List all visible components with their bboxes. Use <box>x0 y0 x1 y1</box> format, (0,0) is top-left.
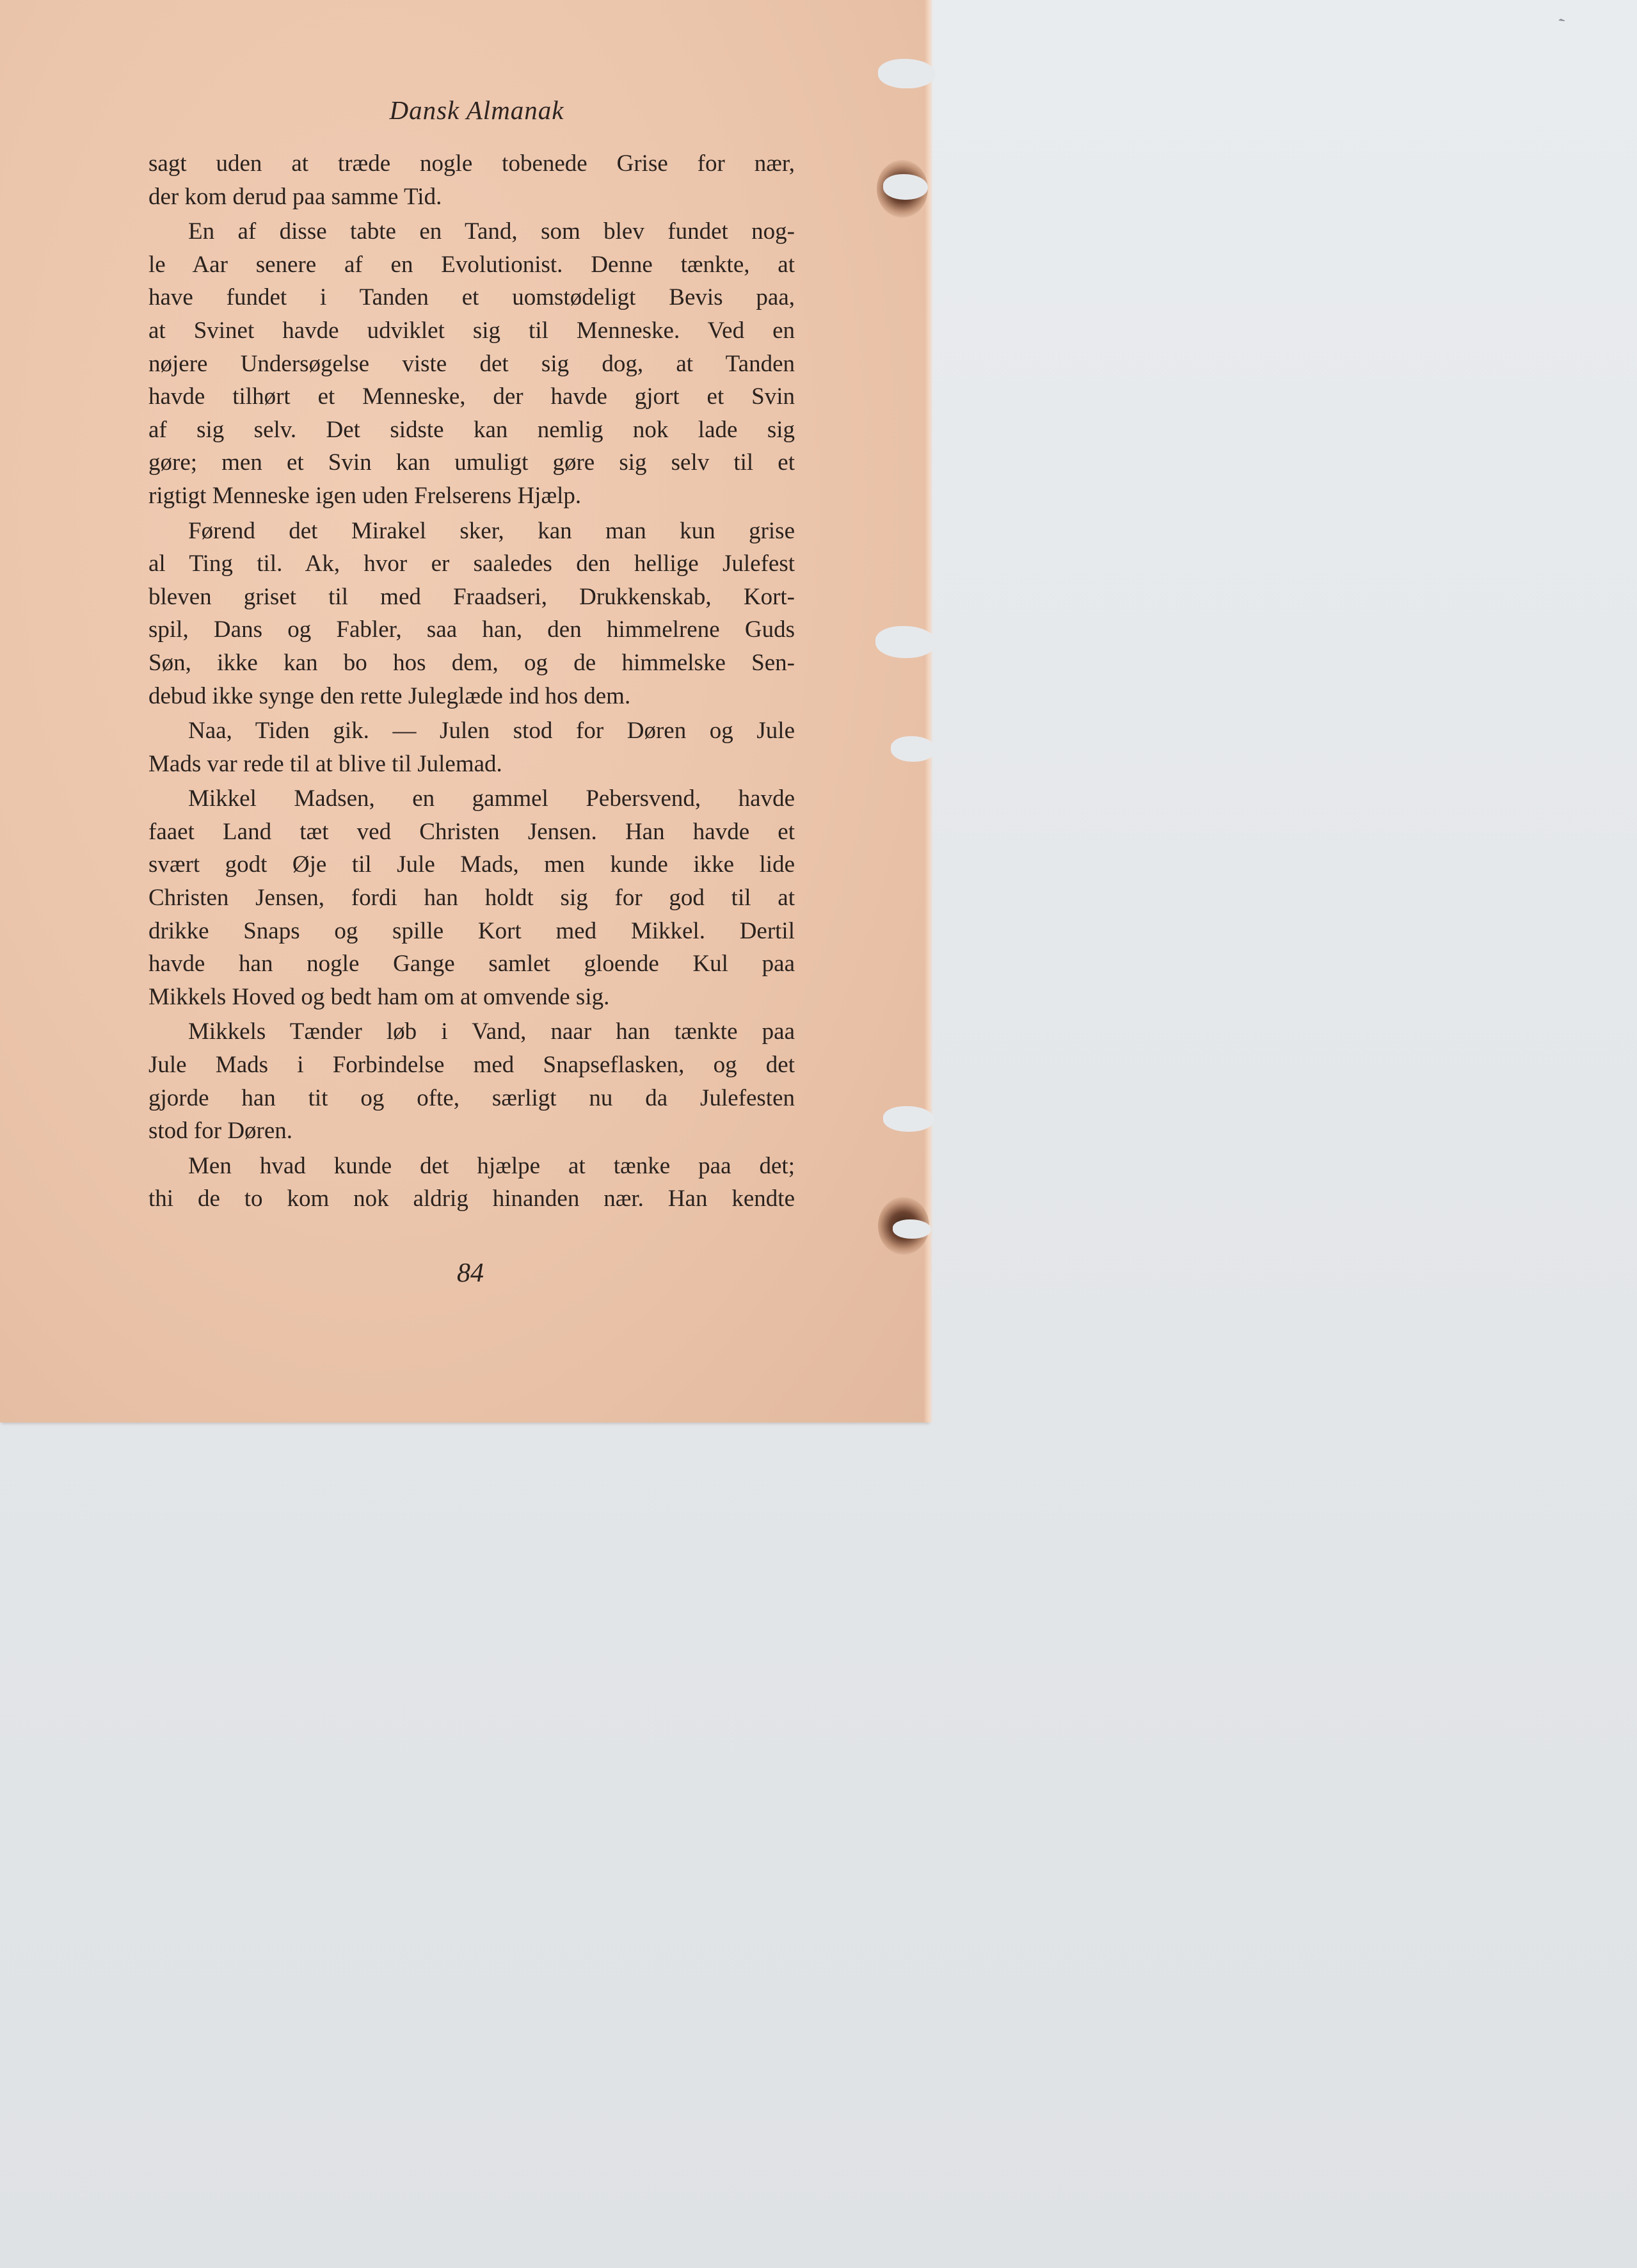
text-line: Søn, ikke kan bo hos dem, og de himmelske Sen- <box>148 649 795 676</box>
text-line: debud ikke synge den rette Juleglæde ind hos dem. <box>148 682 631 709</box>
paragraph <box>148 714 795 780</box>
text-line: En af disse tabte en Tand, som blev fundet nog- <box>188 218 795 245</box>
text-line: Jule Mads i Forbindelse med Snapseflasken, og det <box>148 1052 795 1079</box>
torn-edge-notch <box>891 736 936 762</box>
text-line: gøre; men et Svin kan umuligt gøre sig selv til et <box>148 449 795 476</box>
torn-edge-notch <box>893 1219 931 1239</box>
almanac-page <box>0 0 928 1422</box>
text-line: spil, Dans og Fabler, saa han, den himmelrene Guds <box>148 616 795 643</box>
page-number: 84 <box>457 1259 484 1288</box>
torn-edge-notch <box>875 626 936 658</box>
text-line: Mikkels Tænder løb i Vand, naar han tænkte paa <box>188 1018 795 1045</box>
paragraph <box>148 1150 795 1216</box>
page-right-edge <box>924 0 933 1422</box>
text-line: af sig selv. Det sidste kan nemlig nok lade sig <box>148 416 795 443</box>
text-line: havde han nogle Gange samlet gloende Kul paa <box>148 951 795 977</box>
text-line: rigtigt Menneske igen uden Frelserens Hjælp. <box>148 482 582 509</box>
text-line: gjorde han tit og ofte, særligt nu da Julefesten <box>148 1084 795 1111</box>
text-line: Christen Jensen, fordi han holdt sig for god til at <box>148 885 795 912</box>
torn-edge-notch <box>878 59 936 88</box>
running-head: Dansk Almanak <box>389 95 564 125</box>
text-line: drikke Snaps og spille Kort med Mikkel. Dertil <box>148 917 795 944</box>
text-line: Naa, Tiden gik. — Julen stod for Døren og Jule <box>188 718 795 744</box>
text-line: havde tilhørt et Menneske, der havde gjort et Svin <box>148 383 795 410</box>
paragraph <box>148 147 795 213</box>
paragraph <box>148 215 795 512</box>
paragraph <box>148 1015 795 1147</box>
text-line: at Svinet havde udviklet sig til Menneske. Ved en <box>148 317 795 344</box>
text-line: al Ting til. Ak, hvor er saaledes den hellige Julefest <box>148 551 795 577</box>
text-line: sagt uden at træde nogle tobenede Grise for nær, <box>148 150 795 177</box>
text-line: faaet Land tæt ved Christen Jensen. Han havde et <box>148 818 795 845</box>
text-line: have fundet i Tanden et uomstødeligt Bevis paa, <box>148 284 795 311</box>
text-line: Mikkels Hoved og bedt ham om at omvende sig. <box>148 983 610 1010</box>
text-line: Mads var rede til at blive til Julemad. <box>148 750 502 777</box>
paragraph <box>148 782 795 1013</box>
scanner-dust-mark: ˋ <box>1554 12 1577 42</box>
text-line: svært godt Øje til Jule Mads, men kunde ikke lide <box>148 851 795 878</box>
body-text <box>148 147 795 1216</box>
text-line: Men hvad kunde det hjælpe at tænke paa det; <box>188 1152 795 1179</box>
text-line: thi de to kom nok aldrig hinanden nær. Han kendte <box>148 1186 795 1212</box>
torn-edge-notch <box>883 1106 934 1132</box>
text-line: stod for Døren. <box>148 1118 293 1145</box>
text-line: nøjere Undersøgelse viste det sig dog, at Tanden <box>148 350 795 377</box>
text-line: der kom derud paa samme Tid. <box>148 183 442 210</box>
paragraph <box>148 515 795 713</box>
text-line: Mikkel Madsen, en gammel Pebersvend, havde <box>188 785 795 812</box>
torn-edge-notch <box>883 174 928 200</box>
text-line: Førend det Mirakel sker, kan man kun grise <box>188 517 795 544</box>
text-line: le Aar senere af en Evolutionist. Denne tænkte, at <box>148 251 795 278</box>
text-line: bleven griset til med Fraadseri, Drukkenskab, Kort- <box>148 583 795 610</box>
